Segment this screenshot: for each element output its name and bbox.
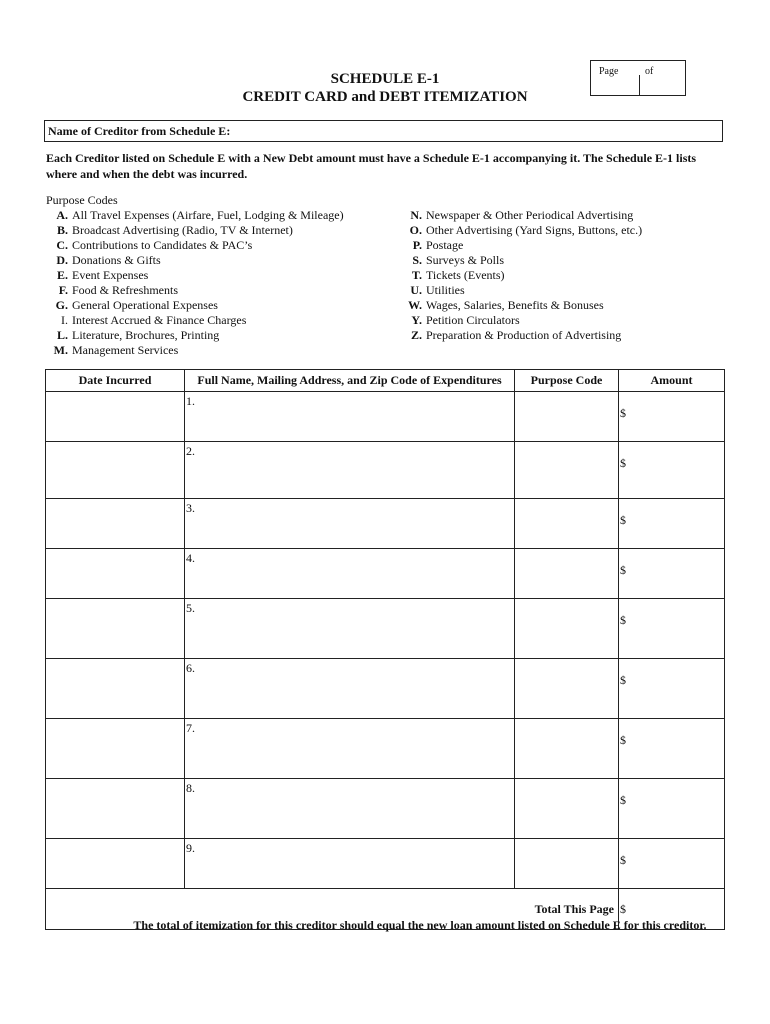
purpose-code-item [400,208,642,223]
code-text: Event Expenses [72,268,149,282]
page-label: Page [599,66,619,77]
date-cell[interactable] [46,779,185,839]
purpose-code-item [46,328,344,343]
table-row [46,719,725,779]
page-number-box[interactable] [590,60,686,96]
row-number: 3. [186,501,195,515]
amount-cell[interactable] [619,599,725,659]
purpose-code-item [400,283,642,298]
code-text: General Operational Expenses [72,298,218,312]
purpose-code-cell[interactable] [515,659,619,719]
purpose-code-item [400,253,642,268]
code-text: Donations & Gifts [72,253,161,267]
purpose-code-item [46,253,344,268]
header-amount: Amount [619,370,725,392]
date-cell[interactable] [46,499,185,549]
footer-note: The total of itemization for this creditor should equal the new loan amount listed on Schedule E for this creditor. [133,918,707,932]
code-text: All Travel Expenses (Airfare, Fuel, Lodging & Mileage) [72,208,344,222]
row-number: 6. [186,661,195,675]
date-cell[interactable] [46,549,185,599]
expenditure-cell[interactable] [185,549,515,599]
expenditure-cell[interactable] [185,779,515,839]
purpose-code-item [400,268,642,283]
schedule-title: SCHEDULE E-1 [330,71,440,87]
creditor-name-field[interactable] [44,120,723,142]
purpose-code-item [46,343,344,358]
expenditure-cell[interactable] [185,839,515,889]
amount-cell[interactable] [619,392,725,442]
date-cell[interactable] [46,392,185,442]
table-row [46,599,725,659]
purpose-code-item [400,238,642,253]
purpose-code-item [46,268,344,283]
table-row [46,549,725,599]
total-dollar-sign: $ [620,902,626,916]
code-text: Literature, Brochures, Printing [72,328,220,342]
code-letter: Z. [410,328,422,342]
row-number: 7. [186,721,195,735]
purpose-code-item [46,283,344,298]
date-cell[interactable] [46,839,185,889]
code-letter: I. [61,313,68,327]
purpose-codes-left-column [46,208,344,358]
code-text: Petition Circulators [426,313,520,327]
purpose-code-cell[interactable] [515,839,619,889]
code-letter: S. [412,253,422,267]
code-text: Surveys & Polls [426,253,505,267]
code-letter: E. [56,268,68,282]
purpose-code-item [46,313,344,328]
code-text: Interest Accrued & Finance Charges [72,313,247,327]
purpose-code-item [400,313,642,328]
purpose-code-cell[interactable] [515,549,619,599]
amount-cell[interactable] [619,659,725,719]
table-row [46,839,725,889]
code-letter: M. [53,343,68,357]
row-number: 4. [186,551,195,565]
table-row [46,659,725,719]
purpose-code-cell[interactable] [515,392,619,442]
purpose-code-cell[interactable] [515,499,619,549]
itemization-table [45,369,725,930]
header-full-name-address: Full Name, Mailing Address, and Zip Code of Expenditures [185,370,515,392]
expenditure-cell[interactable] [185,719,515,779]
code-text: Contributions to Candidates & PAC’s [72,238,253,252]
purpose-code-item [400,223,642,238]
amount-cell[interactable] [619,549,725,599]
expenditure-cell[interactable] [185,392,515,442]
purpose-code-cell[interactable] [515,442,619,499]
amount-cell[interactable] [619,779,725,839]
code-letter: D. [56,253,68,267]
purpose-code-item [46,298,344,313]
code-letter: F. [58,283,68,297]
purpose-code-item [46,223,344,238]
purpose-codes-right-column [400,208,642,343]
purpose-codes-title: Purpose Codes [46,193,118,207]
code-letter: C. [56,238,68,252]
dollar-sign: $ [620,853,626,867]
amount-cell[interactable] [619,719,725,779]
purpose-code-cell[interactable] [515,599,619,659]
code-letter: N. [410,208,422,222]
amount-cell[interactable] [619,442,725,499]
expenditure-cell[interactable] [185,659,515,719]
code-letter: T. [411,268,422,282]
purpose-code-cell[interactable] [515,719,619,779]
code-text: Broadcast Advertising (Radio, TV & Internet) [72,223,293,237]
code-letter: U. [410,283,422,297]
dollar-sign: $ [620,406,626,420]
code-letter: A. [56,208,68,222]
instructions: Each Creditor listed on Schedule E with a New Debt amount must have a Schedule E-1 accompanying it. The Schedule E-1 lists where and when the debt was incurred. [46,151,697,181]
row-number: 2. [186,444,195,458]
row-number: 1. [186,394,195,408]
purpose-code-item [400,328,642,343]
purpose-code-item [400,298,642,313]
code-text: Other Advertising (Yard Signs, Buttons, etc.) [426,223,643,237]
date-cell[interactable] [46,599,185,659]
row-number: 8. [186,781,195,795]
of-label: of [645,66,654,77]
code-letter: G. [55,298,68,312]
header-date-incurred: Date Incurred [46,370,185,392]
table-row [46,499,725,549]
dollar-sign: $ [620,673,626,687]
code-text: Preparation & Production of Advertising [426,328,622,342]
expenditure-cell[interactable] [185,442,515,499]
dollar-sign: $ [620,456,626,470]
dollar-sign: $ [620,793,626,807]
dollar-sign: $ [620,513,626,527]
dollar-sign: $ [620,733,626,747]
creditor-label: Name of Creditor from Schedule E: [48,124,231,138]
dollar-sign: $ [620,613,626,627]
form-subtitle: CREDIT CARD and DEBT ITEMIZATION [242,89,528,105]
table-row [46,442,725,499]
code-letter: Y. [411,313,422,327]
code-letter: B. [56,223,68,237]
code-letter: L. [56,328,68,342]
purpose-code-item [46,238,344,253]
purpose-code-cell[interactable] [515,779,619,839]
code-letter: P. [412,238,422,252]
code-text: Utilities [426,283,465,297]
header-purpose-code: Purpose Code [515,370,619,392]
code-text: Newspaper & Other Periodical Advertising [426,208,634,222]
expenditure-cell[interactable] [185,499,515,549]
expenditure-cell[interactable] [185,599,515,659]
row-number: 9. [186,841,195,855]
code-letter: W. [408,298,422,312]
purpose-code-item [46,208,344,223]
code-text: Tickets (Events) [426,268,505,282]
dollar-sign: $ [620,563,626,577]
amount-cell[interactable] [619,839,725,889]
amount-cell[interactable] [619,499,725,549]
total-label: Total This Page [46,889,619,930]
code-text: Postage [426,238,464,252]
date-cell[interactable] [46,659,185,719]
page-divider [639,75,640,95]
date-cell[interactable] [46,442,185,499]
code-text: Food & Refreshments [72,283,178,297]
table-header-row [46,370,725,392]
row-number: 5. [186,601,195,615]
code-text: Management Services [72,343,179,357]
table-row [46,779,725,839]
code-text: Wages, Salaries, Benefits & Bonuses [426,298,604,312]
code-letter: O. [409,223,422,237]
date-cell[interactable] [46,719,185,779]
table-row [46,392,725,442]
